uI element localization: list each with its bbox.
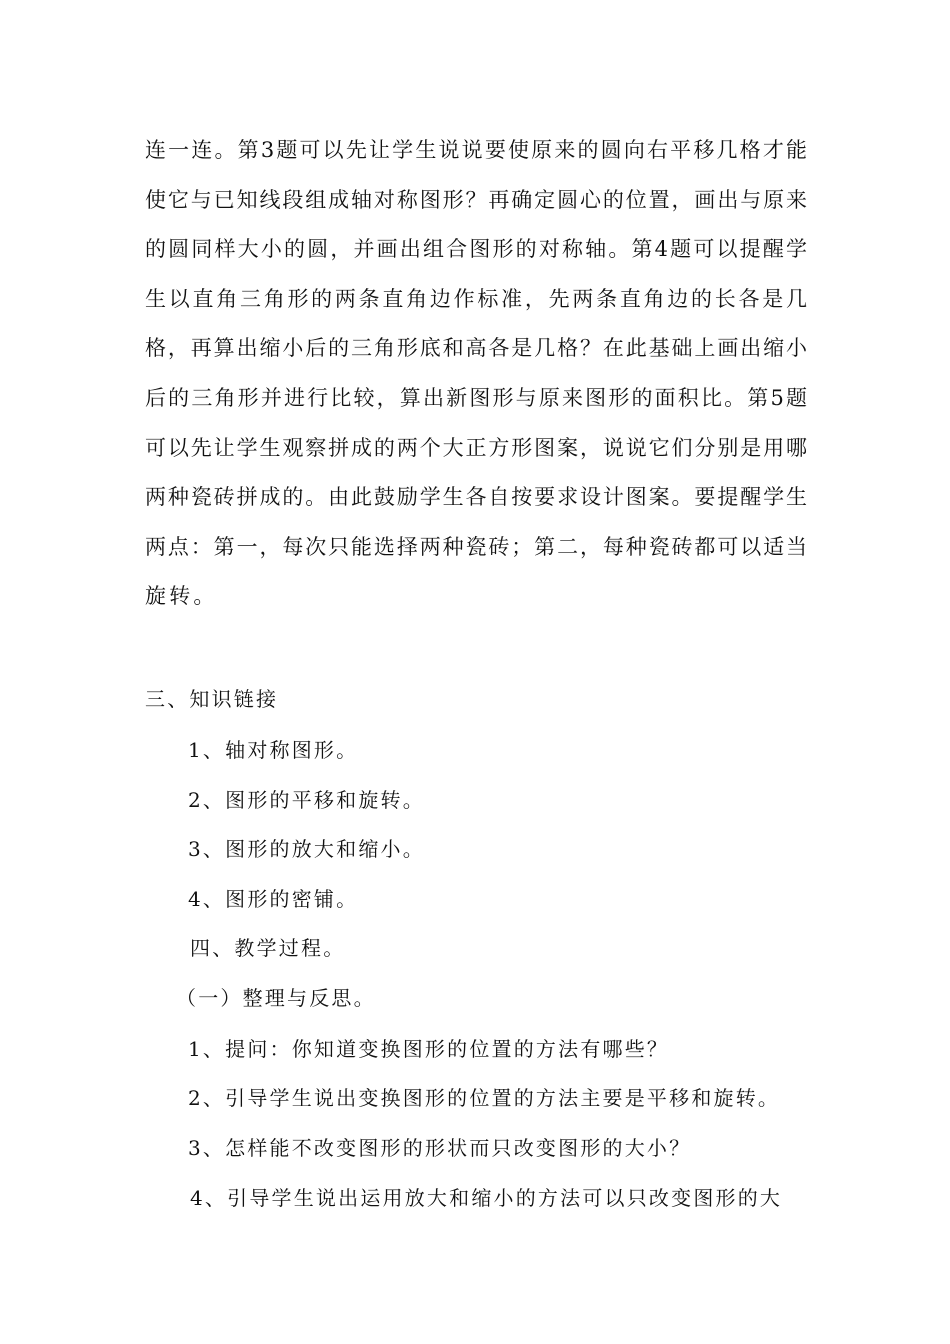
step-item: 2、引导学生说出变换图形的位置的方法主要是平移和旋转。 bbox=[188, 1086, 781, 1110]
knowledge-item: 1、轴对称图形。 bbox=[188, 738, 359, 762]
step-item: 4、引导学生说出运用放大和缩小的方法可以只改变图形的大 bbox=[190, 1186, 783, 1210]
paragraph-line: 的圆同样大小的圆，并画出组合图形的对称轴。第4题可以提醒学 bbox=[145, 237, 807, 262]
knowledge-item: 3、图形的放大和缩小。 bbox=[188, 837, 425, 861]
knowledge-item: 4、图形的密铺。 bbox=[188, 887, 359, 911]
teaching-heading: 四、教学过程。 bbox=[190, 936, 346, 960]
knowledge-item: 2、图形的平移和旋转。 bbox=[188, 788, 425, 812]
paragraph-line: 两点：第一，每次只能选择两种瓷砖；第二，每种瓷砖都可以适当 bbox=[145, 534, 807, 559]
paragraph-line: 生以直角三角形的两条直角边作标准，先两条直角边的长各是几 bbox=[145, 286, 807, 311]
step-item: 3、怎样能不改变图形的形状而只改变图形的大小？ bbox=[188, 1136, 692, 1160]
paragraph-line: 使它与已知线段组成轴对称图形？再确定圆心的位置，画出与原来 bbox=[145, 187, 807, 212]
paragraph-line: 旋转。 bbox=[145, 584, 218, 609]
paragraph-line: 连一连。第3题可以先让学生说说要使原来的圆向右平移几格才能 bbox=[145, 138, 807, 162]
subsection-heading: （一）整理与反思。 bbox=[176, 986, 376, 1010]
section-heading: 三、知识链接 bbox=[145, 687, 279, 711]
paragraph-line: 格，再算出缩小后的三角形底和高各是几格？在此基础上画出缩小 bbox=[145, 336, 807, 361]
paragraph-line: 可以先让学生观察拼成的两个大正方形图案，说说它们分别是用哪 bbox=[145, 435, 807, 460]
paragraph-line: 两种瓷砖拼成的。由此鼓励学生各自按要求设计图案。要提醒学生 bbox=[145, 485, 807, 510]
step-item: 1、提问：你知道变换图形的位置的方法有哪些？ bbox=[188, 1037, 670, 1061]
paragraph-line: 后的三角形并进行比较，算出新图形与原来图形的面积比。第5题 bbox=[145, 385, 807, 410]
body-paragraph bbox=[145, 126, 815, 622]
